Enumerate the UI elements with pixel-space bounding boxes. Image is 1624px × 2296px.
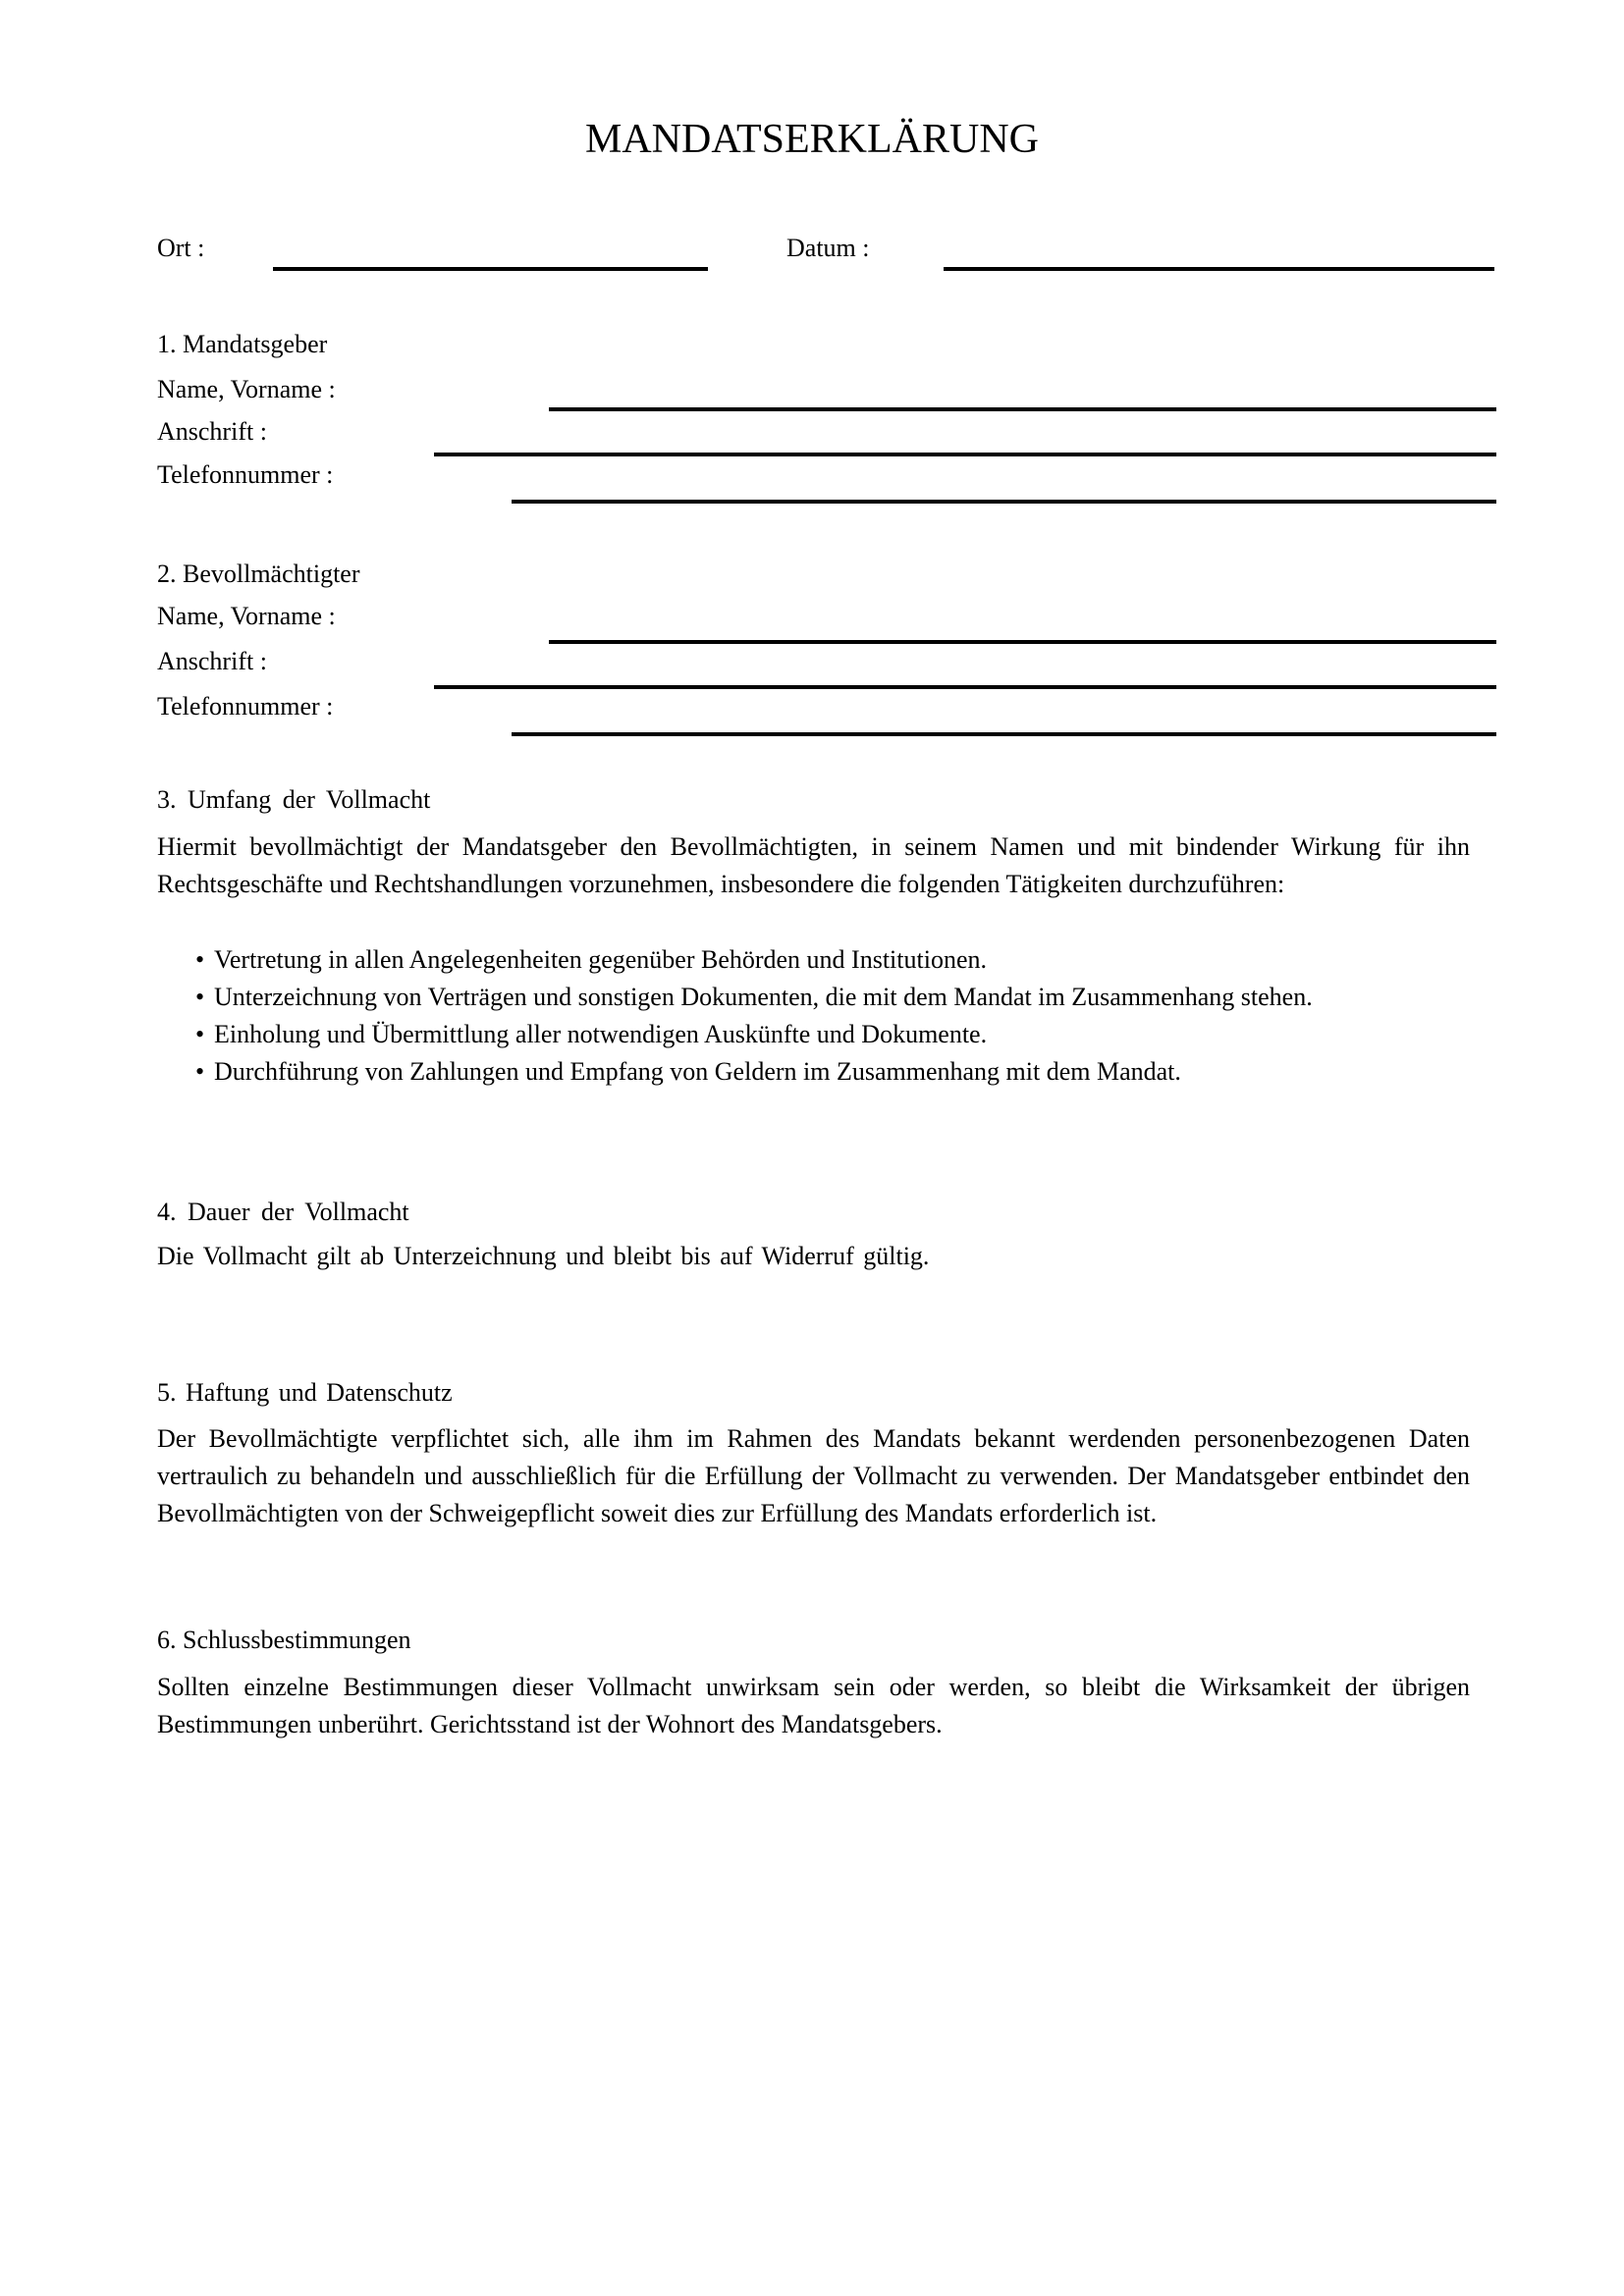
party-2-name-blank-field[interactable] <box>549 640 1496 644</box>
party-1-name-label: Name, Vorname : <box>157 375 336 403</box>
bullet-marker-icon: • <box>195 983 205 1011</box>
place-label: Ort : <box>157 234 205 262</box>
bullet-item <box>195 1016 1477 1053</box>
date-label: Datum : <box>786 234 870 262</box>
bullet-text: Durchführung von Zahlungen und Empfang von Geldern im Zusammenhang mit dem Mandat. <box>214 1057 1181 1086</box>
place-blank-field[interactable] <box>273 267 708 271</box>
section-3-body: Hiermit bevollmächtigt der Mandatsgeber den Bevollmächtigten, in seinem Namen und mit bindender Wirkung für ihn Rechtsgeschäfte und Rechtshandlungen vorzunehmen, insbesondere die folgenden Tätigkeiten durchzuführen: <box>157 832 1470 898</box>
party-2-address-blank-field[interactable] <box>434 685 1496 689</box>
bullet-marker-icon: • <box>195 945 205 974</box>
section-6-body: Sollten einzelne Bestimmungen dieser Vollmacht unwirksam sein oder werden, so bleibt die Wirksamkeit der übrigen Bestimmungen unberührt. Gerichtsstand ist der Wohnort des Mandatsgebers. <box>157 1673 1470 1738</box>
bullet-item <box>195 941 1477 979</box>
section-3-bullet-list <box>195 941 1477 1091</box>
section-6-heading: 6. Schlussbestimmungen <box>157 1626 411 1654</box>
section-4-body: Die Vollmacht gilt ab Unterzeichnung und bleibt bis auf Widerruf gültig. <box>157 1242 930 1270</box>
bullet-item <box>195 1053 1477 1091</box>
party-1-phone-label: Telefonnummer : <box>157 460 334 489</box>
bullet-text: Unterzeichnung von Verträgen und sonstigen Dokumenten, die mit dem Mandat im Zusammenhang stehen. <box>214 983 1313 1011</box>
party-2-phone-label: Telefonnummer : <box>157 692 334 721</box>
party-1-name-blank-field[interactable] <box>549 407 1496 411</box>
section-3-heading: 3. Umfang der Vollmacht <box>157 785 431 814</box>
section-5-body: Der Bevollmächtigte verpflichtet sich, alle ihm im Rahmen des Mandats bekannt werdenden personenbezogenen Daten vertraulich zu behandeln und ausschließlich für die Erfüllung der Vollmacht zu verwenden. Der Mandatsgeber entbindet den Bevollmächtigten von der Schweigepflicht soweit dies zur Erfüllung des Mandats erforderlich ist. <box>157 1424 1470 1527</box>
section-5-heading: 5. Haftung und Datenschutz <box>157 1378 453 1407</box>
bullet-marker-icon: • <box>195 1020 205 1048</box>
bullet-item <box>195 979 1477 1016</box>
section-4-heading: 4. Dauer der Vollmacht <box>157 1198 409 1226</box>
party-1-address-label: Anschrift : <box>157 417 267 446</box>
document-title: MANDATSERKLÄRUNG <box>584 117 1040 162</box>
party-1-address-blank-field[interactable] <box>434 453 1496 456</box>
party-2-name-label: Name, Vorname : <box>157 602 336 630</box>
party-1-phone-blank-field[interactable] <box>512 500 1496 504</box>
party-2-heading: 2. Bevollmächtigter <box>157 560 360 588</box>
party-1-heading: 1. Mandatsgeber <box>157 330 328 358</box>
party-2-address-label: Anschrift : <box>157 647 267 675</box>
bullet-text: Vertretung in allen Angelegenheiten gegenüber Behörden und Institutionen. <box>214 945 987 974</box>
bullet-text: Einholung und Übermittlung aller notwendigen Auskünfte und Dokumente. <box>214 1020 988 1048</box>
bullet-marker-icon: • <box>195 1057 205 1086</box>
party-2-phone-blank-field[interactable] <box>512 732 1496 736</box>
date-blank-field[interactable] <box>944 267 1494 271</box>
